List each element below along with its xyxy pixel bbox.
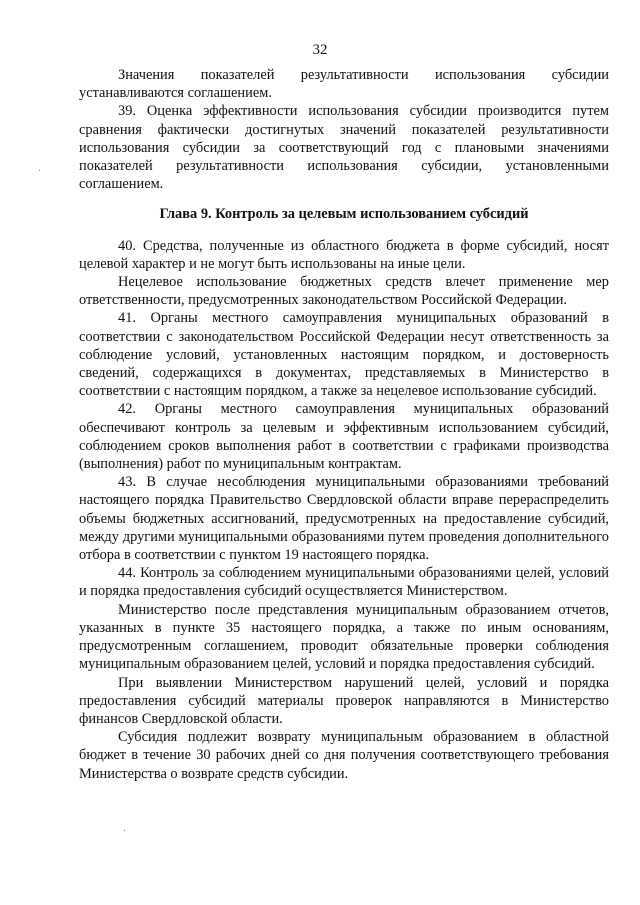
page-number: 32 xyxy=(312,42,328,58)
paragraph-42: 42. Органы местного самоуправления муниципальных образований обеспечивают контроль за целевым и эффективным использованием субсидий, соблюдением сроков выполнения работ в соответствии с графиками производства (выполнения) работ по муниципальным контрактам. xyxy=(79,401,609,473)
document-body xyxy=(79,66,609,783)
scan-speck: · xyxy=(123,826,127,837)
paragraph-44: 44. Контроль за соблюдением муниципальными образованиями целей, условий и порядка предоставления субсидий осуществляется Министерством. xyxy=(79,565,609,600)
paragraph-results-indicators: Значения показателей результативности использования субсидии устанавливаются соглашением. xyxy=(79,67,609,102)
paragraph-subsidy-return: Субсидия подлежит возврату муниципальным образованием в областной бюджет в течение 30 рабочих дней со дня получения соответствующего требования Министерства о возврате средств субсидии. xyxy=(79,729,609,782)
paragraph-misuse-liability: Нецелевое использование бюджетных средств влечет применение мер ответственности, предусмотренных законодательством Российской Федерации. xyxy=(79,274,609,309)
scan-speck: · xyxy=(38,166,42,177)
paragraph-41: 41. Органы местного самоуправления муниципальных образований в соответствии с законодательством Российской Федерации несут ответственность за соблюдение условий, установленных настоящим порядком, и достоверность сведений, содержащихся в документах, представляемых в Министерство в соответствии с настоящим порядком, а также за нецелевое использование субсидий. xyxy=(79,310,609,400)
paragraph-43: 43. В случае несоблюдения муниципальными образованиями требований настоящего порядка Правительство Свердловской области вправе перераспределить объемы бюджетных ассигнований, предусмотренных на предоставление субсидий, между другими муниципальными образованиями путем проведения дополнительного отбора в соответствии с пунктом 19 настоящего порядка. xyxy=(79,474,609,564)
chapter-title: Глава 9. Контроль за целевым использованием субсидий xyxy=(159,206,529,223)
paragraph-ministry-inspections: Министерство после представления муниципальным образованием отчетов, указанных в пункте 35 настоящего порядка, а также по иным основаниям, предусмотренным соглашением, проводит обязательные проверки соблюдения муниципальным образованием целей, условий и порядка предоставления субсидий. xyxy=(79,601,609,673)
paragraph-39: 39. Оценка эффективности использования субсидии производится путем сравнения фактически достигнутых значений показателей результативности использования субсидии за соответствующий год с плановыми значениями показателей результативности использования субсидии, установленными соглашением. xyxy=(79,103,609,193)
paragraph-violations-referral: При выявлении Министерством нарушений целей, условий и порядка предоставления субсидий материалы проверок направляются в Министерство финансов Свердловской области. xyxy=(79,674,609,727)
paragraph-40: 40. Средства, полученные из областного бюджета в форме субсидий, носят целевой характер и не могут быть использованы на иные цели. xyxy=(79,237,609,272)
